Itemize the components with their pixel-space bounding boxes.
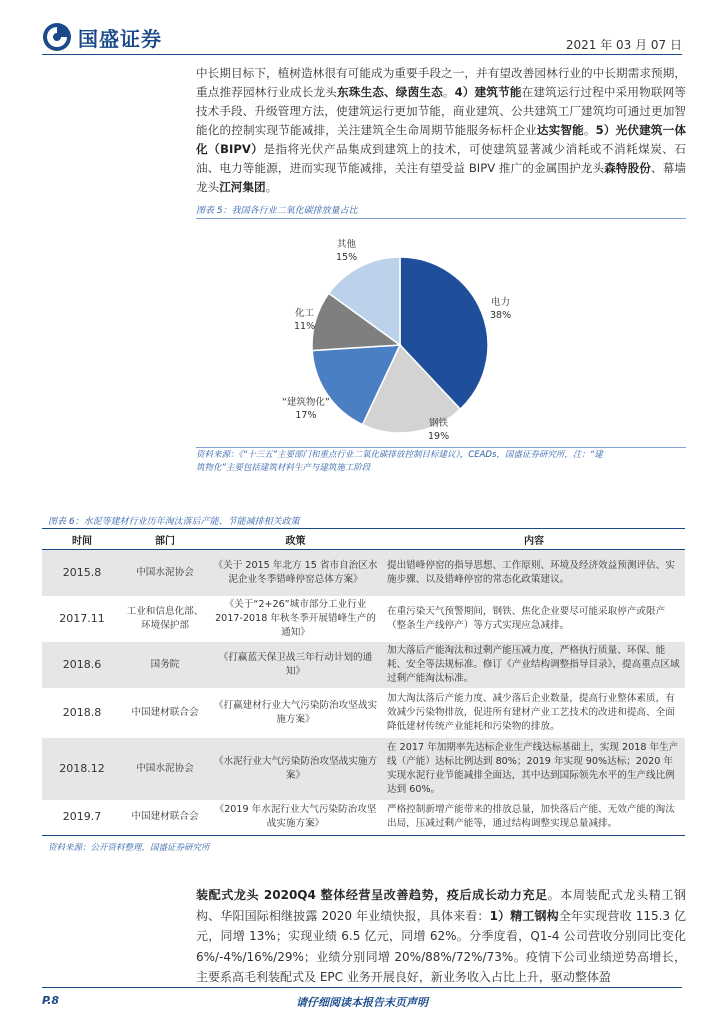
- figure-5-bottom-rule: [196, 447, 686, 448]
- emphasis-text: 达实智能: [536, 123, 584, 137]
- table-row: [42, 642, 685, 688]
- text-run: 全年实现营收 115.3 亿元，同增 13%；实现业绩 6.5 亿元，同增 62%。分季度看，Q1-4 公司营收分别同比变化 6%/-4%/16%/29%；业绩分别同增 20%/88%/72%/73%。疫情下公司业绩逆势高增长，主要系高毛利装配式及 EPC 业务开展良好，新业务收入占比上升，驱动整体盈: [196, 908, 687, 984]
- cell-dept: 中国水泥协会: [122, 550, 208, 596]
- column-header-time: 时间: [42, 529, 122, 550]
- cell-dept: 工业和信息化部、环境保护部: [126, 605, 204, 631]
- policy-table: [42, 528, 685, 836]
- pie-label-value: 17%: [295, 410, 317, 421]
- cell-policy: 《打赢建材行业大气污染防治攻坚战实施方案》: [213, 699, 378, 725]
- pie-label-value: 15%: [336, 252, 358, 263]
- brand-logo: [42, 22, 162, 52]
- pie-label-building: [282, 396, 330, 422]
- table-row: [42, 596, 685, 642]
- cell-content: 在重污染天气预警期间，钢铁、焦化企业要尽可能采取停产或限产（整条生产线停产）等方式实现应急减排。: [387, 605, 666, 631]
- table-header-row: [42, 529, 685, 550]
- cell-policy: 《2019 年水泥行业大气污染防治攻坚战实施方案》: [214, 804, 377, 830]
- pie-label-name: “建筑物化”: [282, 397, 330, 408]
- cell-content: 提出错峰停窑的指导思想、工作原则、环境及经济效益预测评估、实施步骤、以及错峰停窑的常态化政策建议。: [383, 550, 685, 596]
- pie-label-name: 其他: [337, 239, 357, 250]
- cell-time: 2018.8: [62, 705, 102, 719]
- text-run: 。: [442, 85, 455, 99]
- cell-content: 加大淘汰落后产能力度、减少落后企业数量，提高行业整体素质，有效减少污染物排放，促进所有建材产业工艺技术的改进和提高、全面降低建材传统产业能耗和污染物的排放。: [387, 692, 675, 732]
- pie-label-value: 11%: [294, 321, 316, 332]
- figure-6-source: 资料来源：公开资料整理，国盛证券研究所: [48, 843, 210, 853]
- table-row: [42, 800, 685, 836]
- cell-time: 2018.12: [42, 738, 122, 800]
- body-paragraph-1: [196, 64, 686, 197]
- emphasis-text: 5）光伏建筑一体化（BIPV）: [196, 123, 686, 156]
- cell-policy: 《关于 2015 年北方 15 省市自治区水泥企业冬季错峰停窑总体方案》: [208, 550, 383, 596]
- figure-6-title: 图表 6：水泥等建材行业历年淘汰落后产能、节能减排相关政策: [48, 517, 300, 527]
- figure-5-title: 图表 5：我国各行业二氧化碳排放量占比: [196, 206, 358, 216]
- figure-5-top-rule: [196, 218, 686, 219]
- cell-time: 2018.6: [42, 642, 122, 688]
- pie-label-name: 钢铁: [429, 418, 449, 429]
- text-run: 。: [265, 180, 278, 194]
- pie-label-steel: [428, 417, 449, 443]
- pie-label-name: 电力: [491, 297, 511, 308]
- emphasis-text: 江河集团: [219, 180, 266, 194]
- cell-policy: 《水泥行业大气污染防治攻坚战实施方案》: [208, 738, 383, 800]
- pie-label-value: 19%: [428, 431, 450, 442]
- brand-logo-icon: [42, 22, 72, 52]
- pie-label-power: [490, 296, 511, 322]
- table-row: [42, 550, 685, 596]
- header-divider: [42, 54, 682, 55]
- figure-5-source: [196, 449, 686, 475]
- text-run: 。: [583, 123, 596, 137]
- column-header-dept: 部门: [122, 529, 208, 550]
- text-run: 在建筑运行过程中采用物联网等技术手段、升级管理方法，使建筑运行更加节能，商业建筑、公共建筑工厂建筑均可通过更加智能化的控制实现节能减排，关注建筑全生命周期节能服务标杆企业: [196, 85, 686, 137]
- cell-dept: 国务院: [122, 642, 208, 688]
- pie-label-name: 化工: [295, 308, 315, 319]
- text-run: 是指将光伏产品集成到建筑上的技术，可使建筑显著减少消耗或不消耗煤炭、石油、电力等能源，进而实现节能减排，关注有望受益 BIPV 推广的金属围护龙头: [196, 142, 686, 175]
- brand-name: 国盛证券: [78, 26, 162, 51]
- body-paragraph-2: [196, 885, 686, 988]
- emphasis-text: 东珠生态、绿茵生态: [337, 85, 443, 99]
- source-line: 筑物化”主要包括建筑材料生产与建筑施工阶段: [196, 463, 371, 473]
- emphasis-text: 森特股份: [604, 161, 651, 175]
- cell-policy: 《打赢蓝天保卫战三年行动计划的通知》: [208, 642, 383, 688]
- column-header-policy: 政策: [208, 529, 383, 550]
- cell-dept: 中国建材联合会: [131, 706, 199, 718]
- footer-notice: 请仔细阅读本报告末页声明: [296, 996, 428, 1009]
- text-run: 、幕墙龙头: [196, 161, 686, 194]
- page-number: P.8: [42, 994, 60, 1007]
- cell-dept: 中国建材联合会: [131, 811, 199, 823]
- emphasis-text: 4）建筑节能: [454, 85, 522, 99]
- emphasis-text: 1）精工钢构: [489, 908, 559, 923]
- pie-label-value: 38%: [490, 310, 512, 321]
- cell-time: 2019.7: [62, 810, 102, 824]
- footer-divider: [42, 987, 682, 988]
- pie-label-other: [336, 238, 357, 264]
- cell-content: 在 2017 年加期率先达标企业生产线达标基础上，实现 2018 年生产线（产能）达标比例达到 80%；2019 年实现 90%达标；2020 年实现水泥行业节能减排全面达，其中达到国际领先水平的生产线比例达到 60%。: [383, 738, 685, 800]
- page-header: [0, 0, 724, 58]
- table-row: [42, 688, 685, 738]
- pie-chart: [300, 245, 500, 445]
- cell-time: 2015.8: [42, 550, 122, 596]
- source-line: 资料来源：《“十三五”主要部门和重点行业二氧化碳排放控制目标建议》，CEADs，国盛证券研究所，注：“建: [196, 450, 603, 460]
- pie-label-chemical: [294, 307, 315, 333]
- cell-time: 2017.11: [59, 611, 105, 625]
- cell-content: 加大落后产能淘汰和过剩产能压减力度，严格执行质量、环保、能耗、安全等法规标准。修订《产业结构调整指导目录》，提高重点区域过剩产能淘汰标准。: [383, 642, 685, 688]
- table-row: [42, 738, 685, 800]
- emphasis-text: 装配式龙头 2020Q4 整体经营呈改善趋势，疫后成长动力充足: [196, 888, 548, 902]
- report-date: 2021 年 03 月 07 日: [565, 38, 682, 52]
- column-header-content: 内容: [383, 529, 685, 550]
- cell-dept: 中国水泥协会: [122, 738, 208, 800]
- cell-policy: 《关于“2+26”城市部分工业行业 2017-2018 年秋冬季开展错峰生产的通知》: [215, 598, 376, 638]
- cell-content: 严格控制新增产能带来的排放总量，加快落后产能、无效产能的淘汰出局，压减过剩产能等，通过结构调整实现总量减排。: [387, 804, 675, 830]
- text-run: 中长期目标下，植树造林很有可能成为重要手段之一，并有望改善园林行业的中长期需求预期，重点推荐园林行业成长龙头: [196, 66, 686, 99]
- text-run: 。本周装配式龙头精工钢构、华阳国际相继披露 2020 年业绩快报，具体来看：: [196, 888, 686, 923]
